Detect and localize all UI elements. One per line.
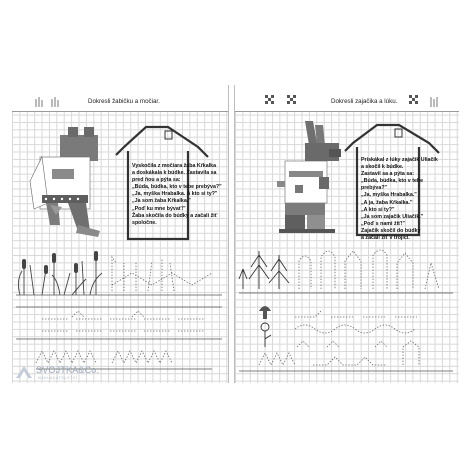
story-line: „Ja som zajačik Uliačik." [361, 213, 424, 220]
publisher-logo-icon [14, 362, 34, 382]
story-line: a skočil k búdke. [361, 164, 404, 171]
story-line: Zastavil sa a pýta sa: [361, 171, 414, 178]
publisher-watermark [14, 362, 100, 384]
left-page [12, 85, 229, 383]
right-story-text [361, 157, 457, 242]
story-line: „Búda, búdka, kto v tebe [361, 178, 424, 185]
rabbit-figure-icon [277, 121, 341, 233]
story-line: Žaba skočila do búdky a začali žiť [132, 212, 218, 219]
story-line: „A kto si ty?" [361, 206, 395, 213]
publisher-name: SVOJTKA&Co. [36, 365, 100, 375]
tracing-exercises [36, 257, 212, 363]
book-spread [12, 85, 458, 383]
story-line: pred ňou a pýta sa: [132, 177, 181, 184]
right-page [234, 85, 459, 383]
story-line: „A ja, žaba Kŕkalka." [361, 199, 413, 206]
story-line: Vyskočila z močiara žaba Kŕkalka [132, 163, 217, 169]
story-line: Priskákal z lúky zajačik Uliačik [361, 157, 438, 163]
publisher-tagline: NAKLADATELSTVÍ [38, 376, 78, 380]
left-page-title: Dokresli žabičku a močiar. [88, 98, 160, 105]
grass-row-icon [16, 307, 222, 369]
story-line: Zajačik skočil do búdky [361, 227, 421, 234]
left-story-text [132, 163, 228, 227]
reeds-icon [18, 255, 102, 295]
mushroom-icon [259, 306, 271, 319]
right-page-title: Dokresli zajačika a lúku. [331, 98, 398, 105]
left-illustration [12, 85, 228, 383]
ground-lines [239, 293, 453, 371]
story-line: „Poď s nami žiť!" [361, 220, 405, 227]
story-line: „Poď ku mne bývať!" [132, 205, 186, 212]
frog-figure-icon [30, 127, 100, 237]
story-line: „Ja som žaba Kŕkalka." [132, 198, 191, 205]
story-line: prebýva?" [361, 185, 388, 192]
story-line: a doskákala k búdke. Zastavila sa [132, 170, 217, 177]
cattail-heads-icon [22, 251, 98, 274]
meadow-trees-icon [239, 251, 289, 347]
story-line: „Ja, myška Hrabalka. A kto si ty?" [132, 191, 218, 198]
story-line: „Búda, búdka, kto v tebe prebýva?" [132, 184, 222, 191]
story-line: spoločne. [132, 219, 157, 226]
story-line: „Ja, myška Hrabalka." [361, 192, 417, 199]
story-line: a začali žiť v trojici. [361, 235, 410, 242]
tracing-exercises [259, 250, 439, 365]
